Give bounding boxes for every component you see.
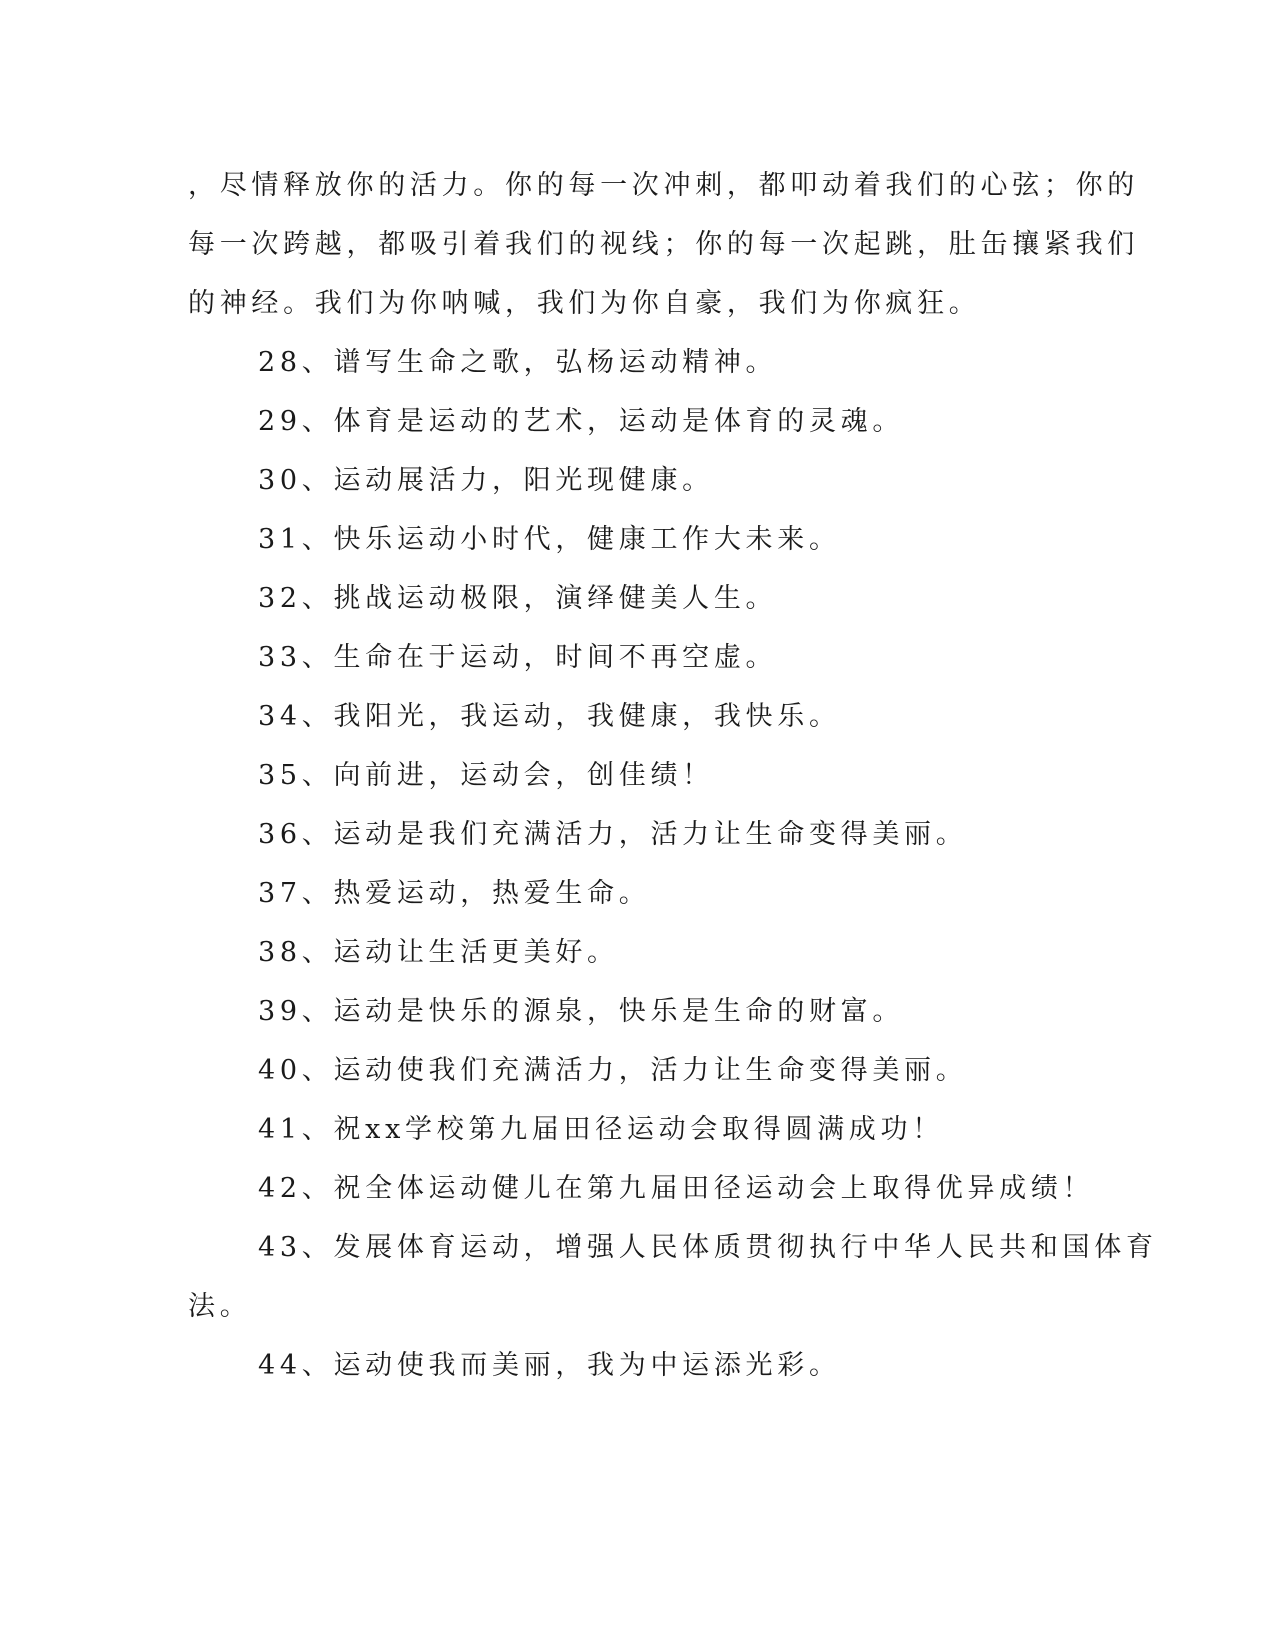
slogan-item-continuation: 法。 — [188, 1291, 252, 1322]
slogan-item: 31、快乐运动小时代，健康工作大未来。 — [258, 524, 841, 555]
slogan-item: 41、祝xx学校第九届田径运动会取得圆满成功！ — [258, 1114, 944, 1145]
paragraph-line: 每一次跨越，都吸引着我们的视线；你的每一次起跳，肚缶攘紧我们 — [188, 229, 1139, 260]
slogan-item: 29、体育是运动的艺术，运动是体育的灵魂。 — [258, 406, 905, 437]
slogan-item: 35、向前进，运动会，创佳绩！ — [258, 760, 714, 791]
slogan-item: 44、运动使我而美丽，我为中运添光彩。 — [258, 1350, 841, 1381]
slogan-item: 30、运动展活力，阳光现健康。 — [258, 465, 714, 496]
slogan-item: 37、热爱运动，热爱生命。 — [258, 878, 651, 909]
slogan-item: 32、挑战运动极限，演绎健美人生。 — [258, 583, 778, 614]
slogan-item: 38、运动让生活更美好。 — [258, 937, 619, 968]
paragraph-line: 的神经。我们为你呐喊，我们为你自豪，我们为你疯狂。 — [188, 288, 981, 319]
slogan-item: 42、祝全体运动健儿在第九届田径运动会上取得优异成绩！ — [258, 1173, 1095, 1204]
slogan-item: 33、生命在于运动，时间不再空虚。 — [258, 642, 778, 673]
slogan-item: 43、发展体育运动，增强人民体质贯彻执行中华人民共和国体育 — [258, 1232, 1158, 1263]
slogan-item: 39、运动是快乐的源泉，快乐是生命的财富。 — [258, 996, 905, 1027]
slogan-item: 34、我阳光，我运动，我健康，我快乐。 — [258, 701, 841, 732]
paragraph-line: ，尽情释放你的活力。你的每一次冲刺，都叩动着我们的心弦；你的 — [188, 170, 1139, 201]
slogan-item: 40、运动使我们充满活力，活力让生命变得美丽。 — [258, 1055, 968, 1086]
slogan-item: 28、谱写生命之歌，弘杨运动精神。 — [258, 347, 778, 378]
slogan-item: 36、运动是我们充满活力，活力让生命变得美丽。 — [258, 819, 968, 850]
